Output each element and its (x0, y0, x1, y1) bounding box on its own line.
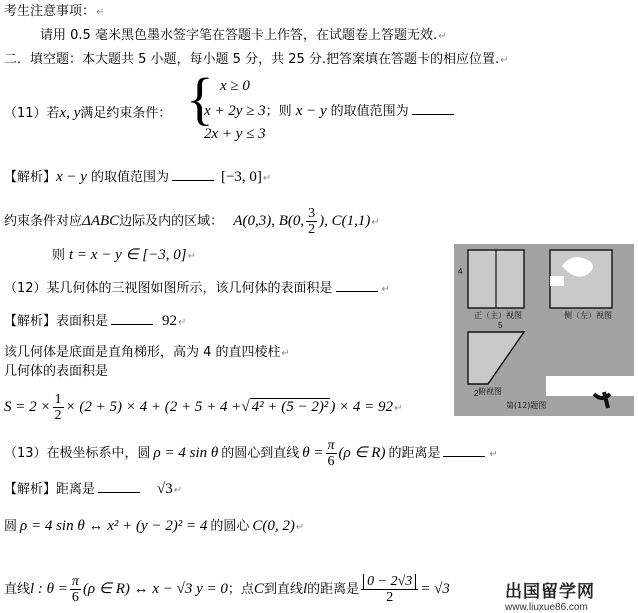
q13-question: （13）在极坐标系中，圆 ρ = 4 sin θ 的圆心到直线 θ = $\frac{\pi}{6}$ (ρ ∈ R) 的距离是 ↵ (4, 438, 498, 469)
q12-analysis: 【解析】表面积是 92↵ (4, 313, 187, 329)
notice-body: 请用 0.5 毫米黑色墨水签字笔在答题卡上作答，在试题卷上答题无效.↵ (40, 28, 447, 43)
glare-strip (546, 376, 634, 396)
section-heading: 二．填空题：本大题共 5 小题，每小题 5 分，共 25 分.把答案填在答题卡的相应位置.↵ (4, 52, 509, 67)
q11-constraint-1: x ≥ 0 (220, 78, 250, 94)
q11-constraint-3: 2x + y ≤ 3 (204, 126, 266, 142)
q11-region: 约束条件对应ΔABC边际及内的区域： A(0,3), B(0, $\frac{3}{2}$ ), C(1,1)↵ (4, 206, 380, 237)
notice-title: 考生注意事项：↵ (4, 4, 105, 19)
watermark-name: 出国留学网 (505, 582, 595, 602)
front-view-label: 正（主）视图 (474, 311, 522, 320)
q12-line2: 几何体的表面积是 (4, 364, 109, 379)
q12-formula: S = 2 × $\frac{1}{2}$ × (2 + 5) × 4 + (2 + 5 + 4 +√ 4² + (5 − 2)² ) × 4 = 92↵ (4, 392, 403, 423)
q12-line1: 该几何体是底面是直角梯形，高为 4 的直四棱柱↵ (4, 345, 290, 360)
side-view-label: 侧（左）视图 (564, 311, 612, 320)
q11-analysis: 【解析】x − y 的取值范围为 [−3, 0]↵ (4, 169, 272, 185)
dim-5-label: 5 (498, 321, 503, 330)
q12-question: （12）某几何体的三视图如图所示，该几何体的表面积是 ↵ (4, 281, 390, 296)
figure-caption: 第(12)题图 (506, 401, 547, 410)
q11-question: （11）若x, y满足约束条件： (4, 105, 172, 121)
q13-distance: 直线l : θ = $\frac{\pi}{6}$ (ρ ∈ R) ↔ x − √3 y = 0；点C到直线l的距离是 $\frac{0 - 2√3}{2}$ = √3 (4, 574, 450, 605)
dim-4-label: 4 (458, 267, 463, 276)
q13-circle-center: 圆 ρ = 4 sin θ ↔ x² + (y − 2)² = 4 的圆心 C(0, 2)↵ (4, 518, 305, 534)
watermark-url: www.liuxue86.com (505, 602, 588, 613)
q11-constraint-2: x + 2y ≥ 3；则 x − y 的取值范围为 (204, 102, 457, 120)
q11-then: 则 t = x − y ∈ [−3, 0]↵ (52, 247, 196, 263)
q13-analysis: 【解析】距离是 √3↵ (4, 481, 183, 497)
top-view-label: 俯视图 (478, 387, 502, 396)
q11-brace: { (186, 66, 214, 131)
q11-answer-blank (412, 102, 454, 115)
site-watermark (505, 577, 595, 613)
three-view-figure (454, 244, 634, 416)
dim-2-label: 2 (474, 389, 479, 398)
